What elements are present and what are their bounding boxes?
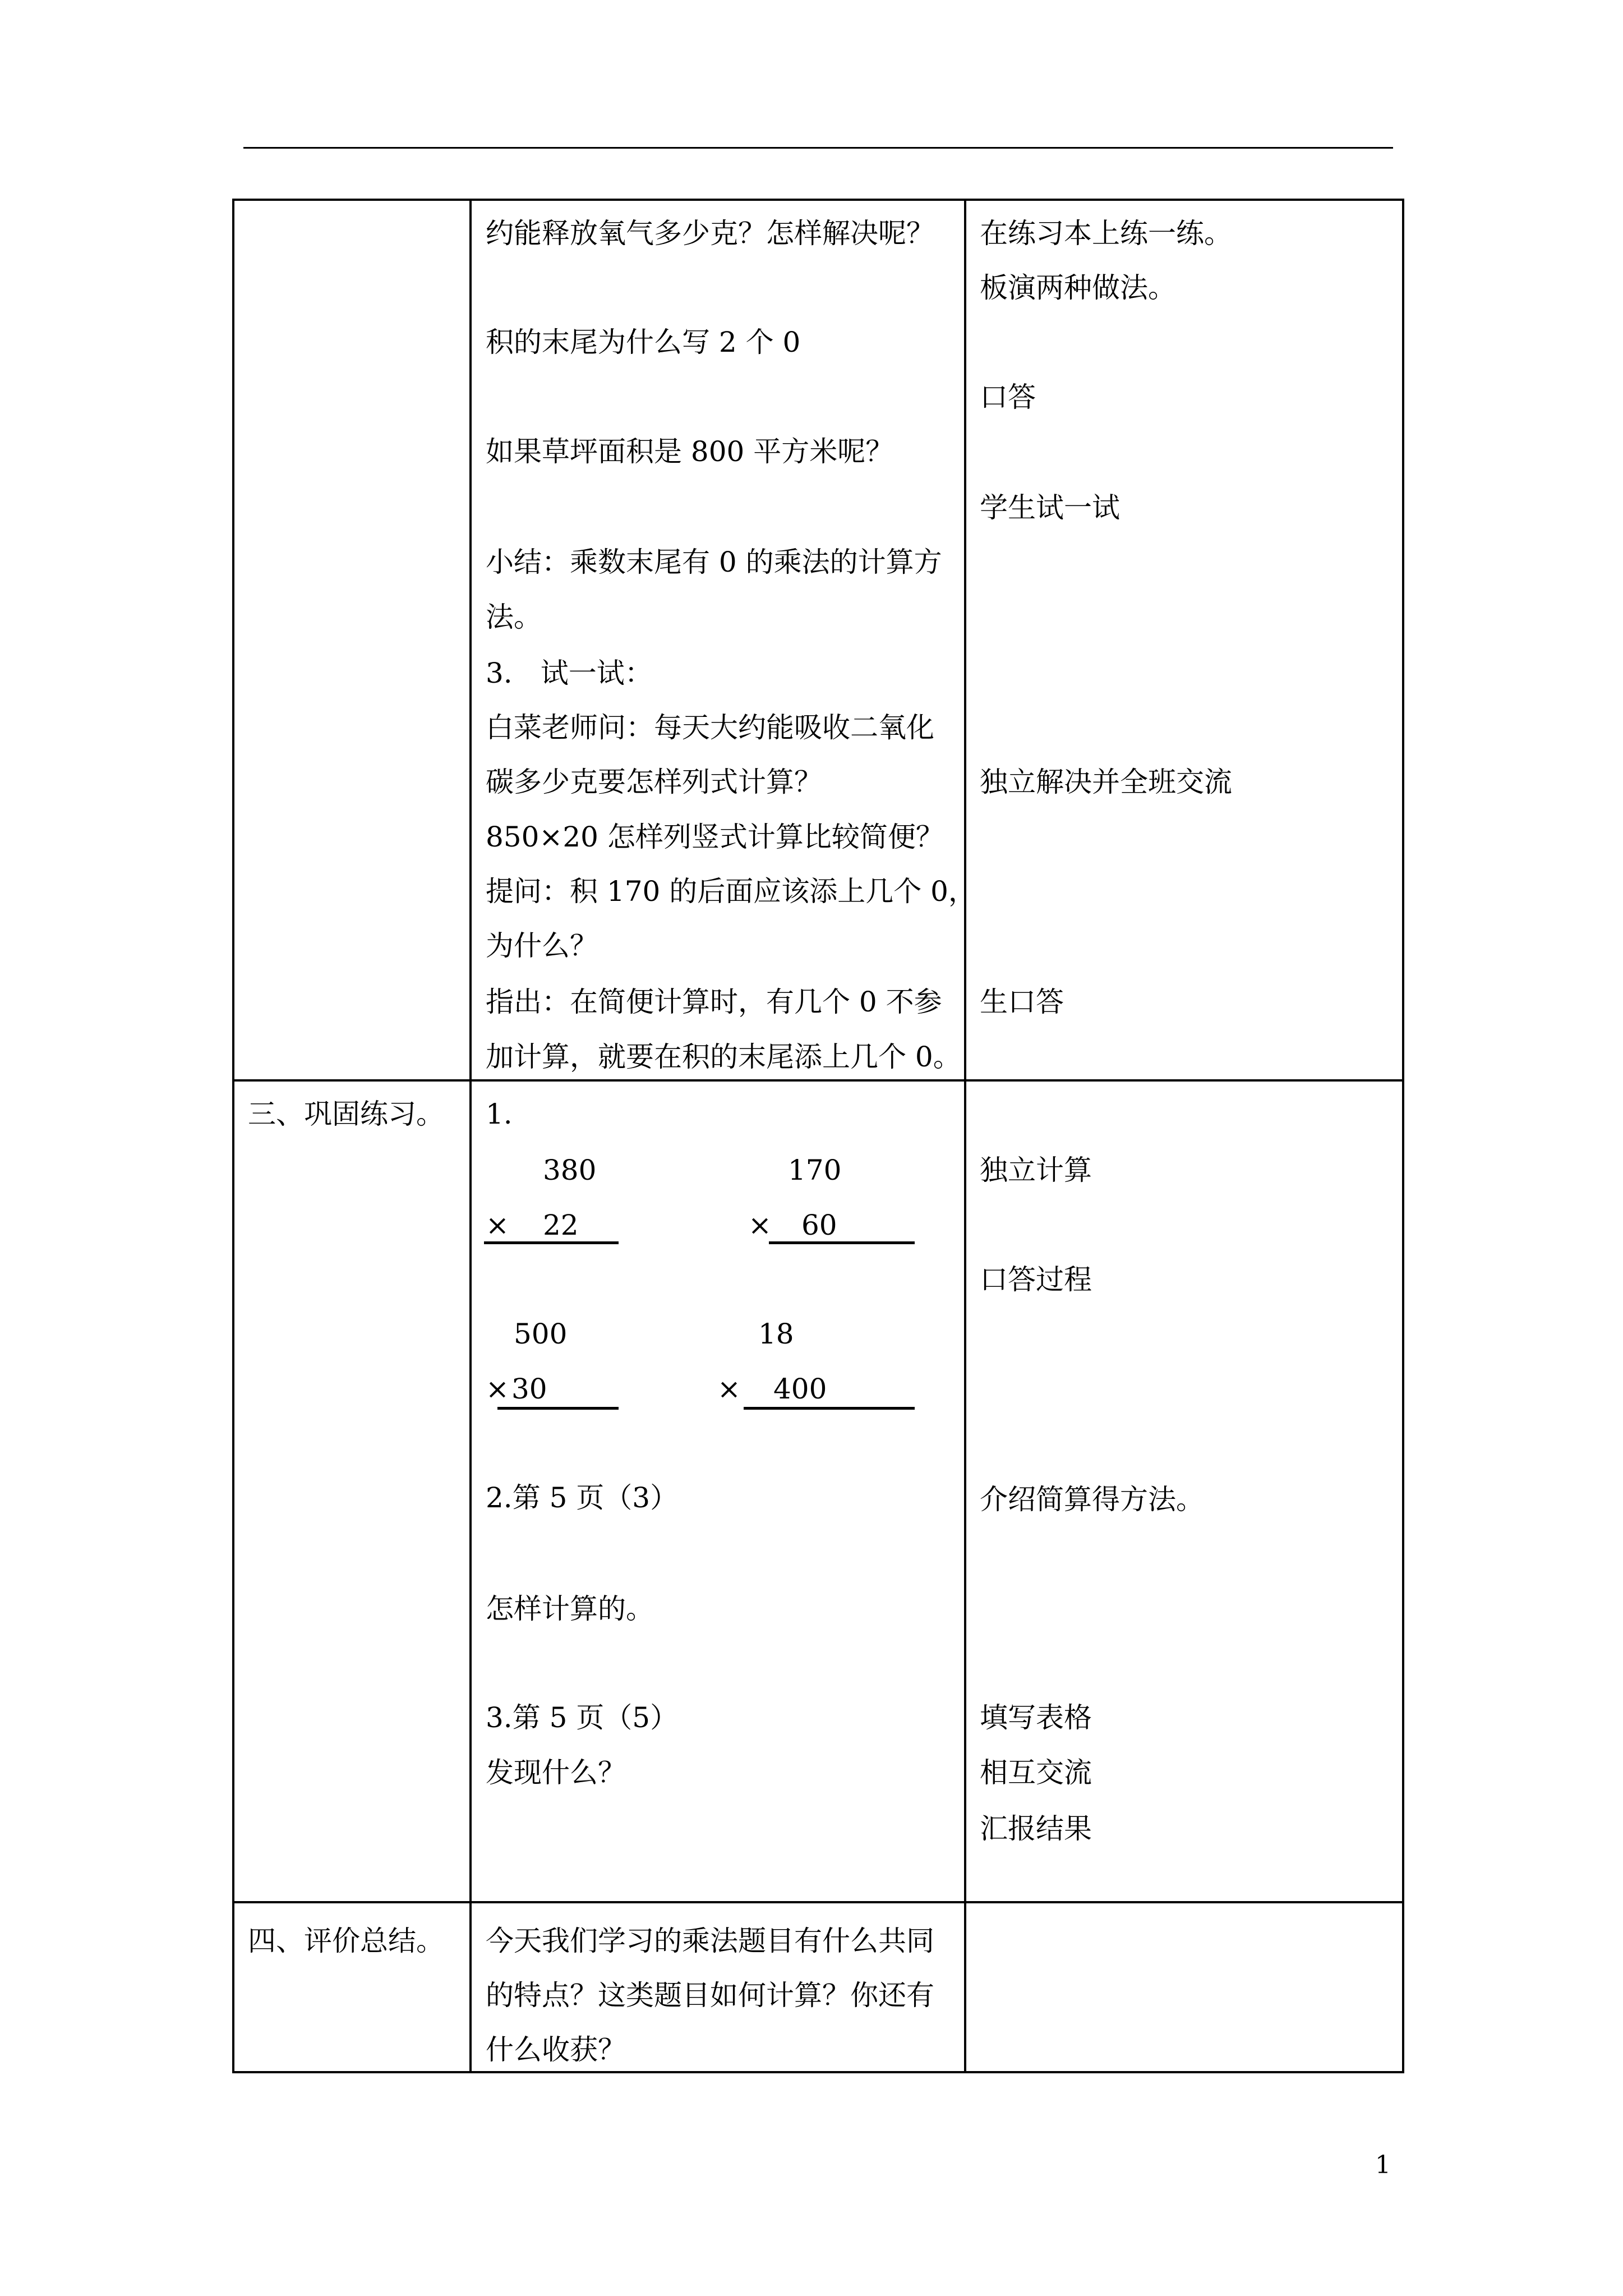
teacher-activity-line: 什么收获？ bbox=[486, 2033, 626, 2066]
teacher-activity-line: 怎样计算的。 bbox=[486, 1593, 654, 1625]
teacher-activity-line: 为什么？ bbox=[486, 930, 598, 962]
header-rule bbox=[243, 147, 1393, 149]
student-activity-line: 口答 bbox=[980, 381, 1036, 413]
multiplicand: 170 bbox=[788, 1154, 842, 1186]
teacher-activity-line: 提问：积 170 的后面应该添上几个 0， bbox=[486, 875, 976, 908]
teacher-activity-line: 的特点？这类题目如何计算？你还有 bbox=[486, 1979, 934, 2012]
teacher-activity-line: 约能释放氧气多少克？怎样解决呢？ bbox=[486, 217, 934, 250]
exercise-number: 1. bbox=[486, 1098, 513, 1130]
teacher-activity-line: 碳多少克要怎样列式计算？ bbox=[486, 766, 822, 798]
teacher-activity-line: 3.第 5 页（5） bbox=[486, 1701, 679, 1734]
teacher-activity-line: 加计算，就要在积的末尾添上几个 0。 bbox=[486, 1041, 961, 1073]
student-activity-line: 独立解决并全班交流 bbox=[980, 766, 1232, 798]
student-activity-line: 独立计算 bbox=[980, 1154, 1092, 1186]
column-divider bbox=[469, 199, 472, 2073]
teacher-activity-line: 3. 试一试： bbox=[486, 657, 653, 689]
column-divider bbox=[964, 199, 966, 2073]
student-activity-line: 口答过程 bbox=[980, 1263, 1092, 1296]
times-sign: × bbox=[748, 1209, 772, 1241]
student-activity-line: 填写表格 bbox=[980, 1701, 1092, 1734]
teacher-activity-line: 指出：在简便计算时，有几个 0 不参 bbox=[486, 986, 942, 1018]
teacher-activity-line: 850×20 怎样列竖式计算比较简便？ bbox=[486, 821, 944, 853]
multiplicand: 500 bbox=[514, 1318, 568, 1350]
row-divider bbox=[232, 1079, 1404, 1082]
multiplier: 400 bbox=[773, 1373, 827, 1405]
multiplier: 30 bbox=[511, 1373, 547, 1405]
multiplier: 22 bbox=[543, 1209, 579, 1241]
teacher-activity-line: 今天我们学习的乘法题目有什么共同 bbox=[486, 1925, 934, 1957]
teacher-activity-line: 如果草坪面积是 800 平方米呢？ bbox=[486, 435, 894, 468]
student-activity-line: 汇报结果 bbox=[980, 1812, 1092, 1845]
stage-label: 三、巩固练习。 bbox=[248, 1098, 444, 1130]
multiplier: 60 bbox=[801, 1209, 837, 1241]
student-activity-line: 生口答 bbox=[980, 986, 1064, 1018]
teacher-activity-line: 白菜老师问：每天大约能吸收二氧化 bbox=[486, 711, 934, 744]
table-border-bottom bbox=[232, 2071, 1404, 2073]
times-sign: × bbox=[717, 1373, 741, 1405]
teacher-activity-line: 法。 bbox=[486, 601, 542, 633]
teacher-activity-line: 小结：乘数末尾有 0 的乘法的计算方 bbox=[486, 546, 942, 578]
student-activity-line: 相互交流 bbox=[980, 1756, 1092, 1789]
row-divider bbox=[232, 1901, 1404, 1903]
teacher-activity-line: 发现什么？ bbox=[486, 1756, 626, 1789]
student-activity-line: 板演两种做法。 bbox=[980, 272, 1176, 304]
multiplicand: 380 bbox=[543, 1154, 597, 1186]
answer-line bbox=[769, 1241, 915, 1244]
student-activity-line: 在练习本上练一练。 bbox=[980, 217, 1232, 250]
page-number: 1 bbox=[1375, 2151, 1391, 2179]
teacher-activity-line: 2.第 5 页（3） bbox=[486, 1481, 679, 1514]
stage-label: 四、评价总结。 bbox=[248, 1925, 444, 1957]
multiplicand: 18 bbox=[758, 1318, 794, 1350]
table-border-right bbox=[1402, 199, 1404, 2073]
student-activity-line: 学生试一试 bbox=[980, 491, 1120, 524]
answer-line bbox=[484, 1241, 619, 1244]
teacher-activity-line: 积的末尾为什么写 2 个 0 bbox=[486, 326, 801, 358]
times-sign: × bbox=[486, 1209, 509, 1241]
student-activity-line: 介绍简算得方法。 bbox=[980, 1483, 1204, 1516]
answer-line bbox=[497, 1407, 619, 1410]
times-sign: × bbox=[486, 1373, 509, 1405]
table-border-top bbox=[232, 199, 1404, 201]
table-border-left bbox=[232, 199, 234, 2073]
answer-line bbox=[744, 1407, 915, 1410]
